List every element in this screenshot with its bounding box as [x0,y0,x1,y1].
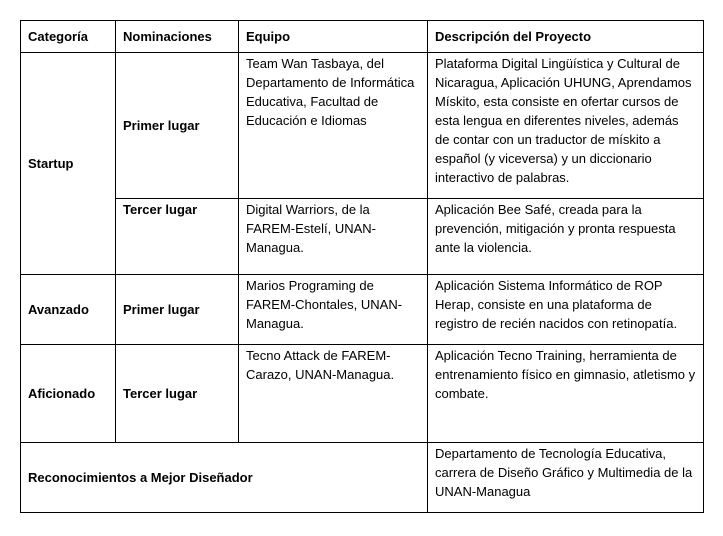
header-row [21,21,704,53]
category-cell: Avanzado [21,275,116,345]
team-cell: Team Wan Tasbaya, del Departamento de Informática Educativa, Facultad de Educación e Idiomas [239,53,428,199]
team-cell: Marios Programing de FAREM-Chontales, UNAN-Managua. [239,275,428,345]
team-cell: Tecno Attack de FAREM-Carazo, UNAN-Managua. [239,345,428,443]
nomination-cell: Tercer lugar [116,199,239,275]
awards-table [20,20,704,513]
description-cell: Aplicación Tecno Training, herramienta de entrenamiento físico en gimnasio, atletismo y combate. [428,345,704,443]
header-equipo: Equipo [239,21,428,53]
team-cell: Digital Warriors, de la FAREM-Estelí, UNAN-Managua. [239,199,428,275]
nomination-cell: Primer lugar [116,53,239,199]
table-row [21,275,704,345]
recognition-description: Departamento de Tecnología Educativa, carrera de Diseño Gráfico y Multimedia de la UNAN-Managua [428,443,704,513]
footer-row [21,443,704,513]
category-cell: Aficionado [21,345,116,443]
description-cell: Aplicación Bee Safé, creada para la prevención, mitigación y pronta respuesta ante la violencia. [428,199,704,275]
header-descripcion: Descripción del Proyecto [428,21,704,53]
nomination-cell: Primer lugar [116,275,239,345]
category-cell: Startup [21,53,116,275]
table-row [21,53,704,199]
description-cell: Plataforma Digital Lingüística y Cultural de Nicaragua, Aplicación UHUNG, Aprendamos Mískito, esta consiste en ofertar cursos de esta lengua en diferentes niveles, además de contar con un traductor de mískito a español (y viceversa) y un diccionario interactivo de palabras. [428,53,704,199]
header-nominaciones: Nominaciones [116,21,239,53]
description-cell: Aplicación Sistema Informático de ROP Herap, consiste en una plataforma de registro de recién nacidos con retinopatía. [428,275,704,345]
header-categoria: Categoría [21,21,116,53]
table-row [21,345,704,443]
nomination-cell: Tercer lugar [116,345,239,443]
recognition-label: Reconocimientos a Mejor Diseñador [21,443,428,513]
table-row [21,199,704,275]
